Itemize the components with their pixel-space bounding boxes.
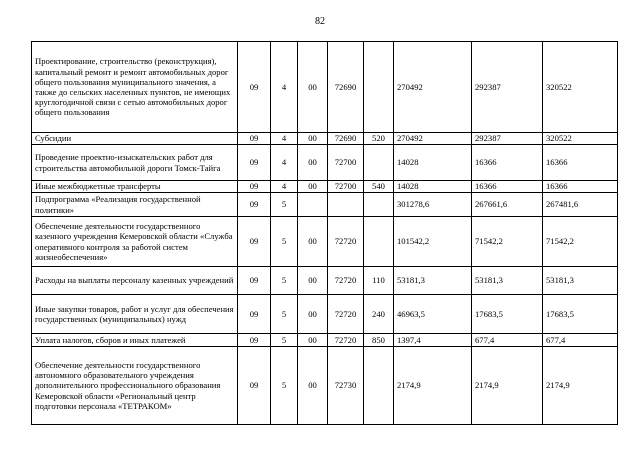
amount-year-2: 677,4 <box>472 334 543 347</box>
amount-year-1: 46963,5 <box>394 295 472 334</box>
table-row <box>32 133 618 145</box>
subsection-code: 4 <box>271 181 298 193</box>
target-article-code: 72700 <box>328 181 364 193</box>
expense-type-code: 850 <box>364 334 394 347</box>
target-article-code: 72720 <box>328 217 364 267</box>
section-code: 09 <box>238 193 271 217</box>
table-row <box>32 334 618 347</box>
subsection-code: 4 <box>271 133 298 145</box>
target-article-code <box>328 193 364 217</box>
amount-year-1: 1397,4 <box>394 334 472 347</box>
amount-year-2: 71542,2 <box>472 217 543 267</box>
table-row <box>32 217 618 267</box>
amount-year-3: 71542,2 <box>543 217 618 267</box>
table-row <box>32 145 618 181</box>
amount-year-2: 16366 <box>472 181 543 193</box>
expense-type-code <box>364 193 394 217</box>
program-code: 00 <box>298 133 328 145</box>
program-code: 00 <box>298 334 328 347</box>
amount-year-3: 16366 <box>543 181 618 193</box>
amount-year-3: 677,4 <box>543 334 618 347</box>
table-row <box>32 181 618 193</box>
amount-year-2: 267661,6 <box>472 193 543 217</box>
row-name: Обеспечение деятельности государственного автономного образовательного учреждения дополнительного профессионального образования Кемеровской области «Региональный центр подготовки персонала «ТЕТРАКОМ» <box>32 347 238 425</box>
target-article-code: 72730 <box>328 347 364 425</box>
target-article-code: 72690 <box>328 133 364 145</box>
section-code: 09 <box>238 334 271 347</box>
amount-year-1: 270492 <box>394 133 472 145</box>
amount-year-3: 320522 <box>543 133 618 145</box>
amount-year-2: 16366 <box>472 145 543 181</box>
target-article-code: 72690 <box>328 42 364 133</box>
amount-year-1: 301278,6 <box>394 193 472 217</box>
section-code: 09 <box>238 181 271 193</box>
row-name: Субсидии <box>32 133 238 145</box>
section-code: 09 <box>238 347 271 425</box>
budget-table <box>31 41 618 425</box>
target-article-code: 72720 <box>328 334 364 347</box>
program-code: 00 <box>298 181 328 193</box>
amount-year-1: 14028 <box>394 181 472 193</box>
section-code: 09 <box>238 133 271 145</box>
expense-type-code: 540 <box>364 181 394 193</box>
expense-type-code <box>364 347 394 425</box>
program-code: 00 <box>298 295 328 334</box>
subsection-code: 5 <box>271 334 298 347</box>
program-code: 00 <box>298 217 328 267</box>
table-row <box>32 347 618 425</box>
amount-year-3: 320522 <box>543 42 618 133</box>
row-name: Обеспечение деятельности государственного казенного учреждения Кемеровской области «Служба оперативного контроля за работой систем жизнеобеспечения» <box>32 217 238 267</box>
table-row <box>32 193 618 217</box>
amount-year-1: 14028 <box>394 145 472 181</box>
expense-type-code <box>364 145 394 181</box>
amount-year-1: 270492 <box>394 42 472 133</box>
program-code: 00 <box>298 145 328 181</box>
amount-year-1: 2174,9 <box>394 347 472 425</box>
amount-year-1: 53181,3 <box>394 267 472 295</box>
expense-type-code <box>364 217 394 267</box>
row-name: Проектирование, строительство (реконструкция), капитальный ремонт и ремонт автомобильных дорог общего пользования муниципального значения, а также до сельских населенных пунктов, не имеющих круглогодичной связи с сетью автомобильных дорог общего пользования <box>32 42 238 133</box>
section-code: 09 <box>238 145 271 181</box>
subsection-code: 5 <box>271 295 298 334</box>
row-name: Проведение проектно-изыскательских работ для строительства автомобильной дороги Томск-Тайга <box>32 145 238 181</box>
row-name: Расходы на выплаты персоналу казенных учреждений <box>32 267 238 295</box>
amount-year-3: 17683,5 <box>543 295 618 334</box>
amount-year-2: 292387 <box>472 42 543 133</box>
amount-year-2: 2174,9 <box>472 347 543 425</box>
program-code <box>298 193 328 217</box>
amount-year-3: 2174,9 <box>543 347 618 425</box>
expense-type-code: 520 <box>364 133 394 145</box>
program-code: 00 <box>298 42 328 133</box>
section-code: 09 <box>238 217 271 267</box>
section-code: 09 <box>238 42 271 133</box>
table-row <box>32 267 618 295</box>
expense-type-code: 110 <box>364 267 394 295</box>
subsection-code: 5 <box>271 347 298 425</box>
target-article-code: 72720 <box>328 295 364 334</box>
table-row <box>32 42 618 133</box>
row-name: Уплата налогов, сборов и иных платежей <box>32 334 238 347</box>
amount-year-2: 292387 <box>472 133 543 145</box>
program-code: 00 <box>298 347 328 425</box>
row-name: Иные межбюджетные трансферты <box>32 181 238 193</box>
amount-year-2: 17683,5 <box>472 295 543 334</box>
program-code: 00 <box>298 267 328 295</box>
page-number: 82 <box>315 16 325 27</box>
amount-year-3: 267481,6 <box>543 193 618 217</box>
target-article-code: 72700 <box>328 145 364 181</box>
expense-type-code <box>364 42 394 133</box>
subsection-code: 4 <box>271 42 298 133</box>
table-row <box>32 295 618 334</box>
section-code: 09 <box>238 267 271 295</box>
section-code: 09 <box>238 295 271 334</box>
amount-year-2: 53181,3 <box>472 267 543 295</box>
amount-year-3: 53181,3 <box>543 267 618 295</box>
subsection-code: 4 <box>271 145 298 181</box>
subsection-code: 5 <box>271 267 298 295</box>
subsection-code: 5 <box>271 217 298 267</box>
row-name: Подпрограмма «Реализация государственной политики» <box>32 193 238 217</box>
subsection-code: 5 <box>271 193 298 217</box>
amount-year-3: 16366 <box>543 145 618 181</box>
target-article-code: 72720 <box>328 267 364 295</box>
row-name: Иные закупки товаров, работ и услуг для обеспечения государственных (муниципальных) нужд <box>32 295 238 334</box>
amount-year-1: 101542,2 <box>394 217 472 267</box>
expense-type-code: 240 <box>364 295 394 334</box>
